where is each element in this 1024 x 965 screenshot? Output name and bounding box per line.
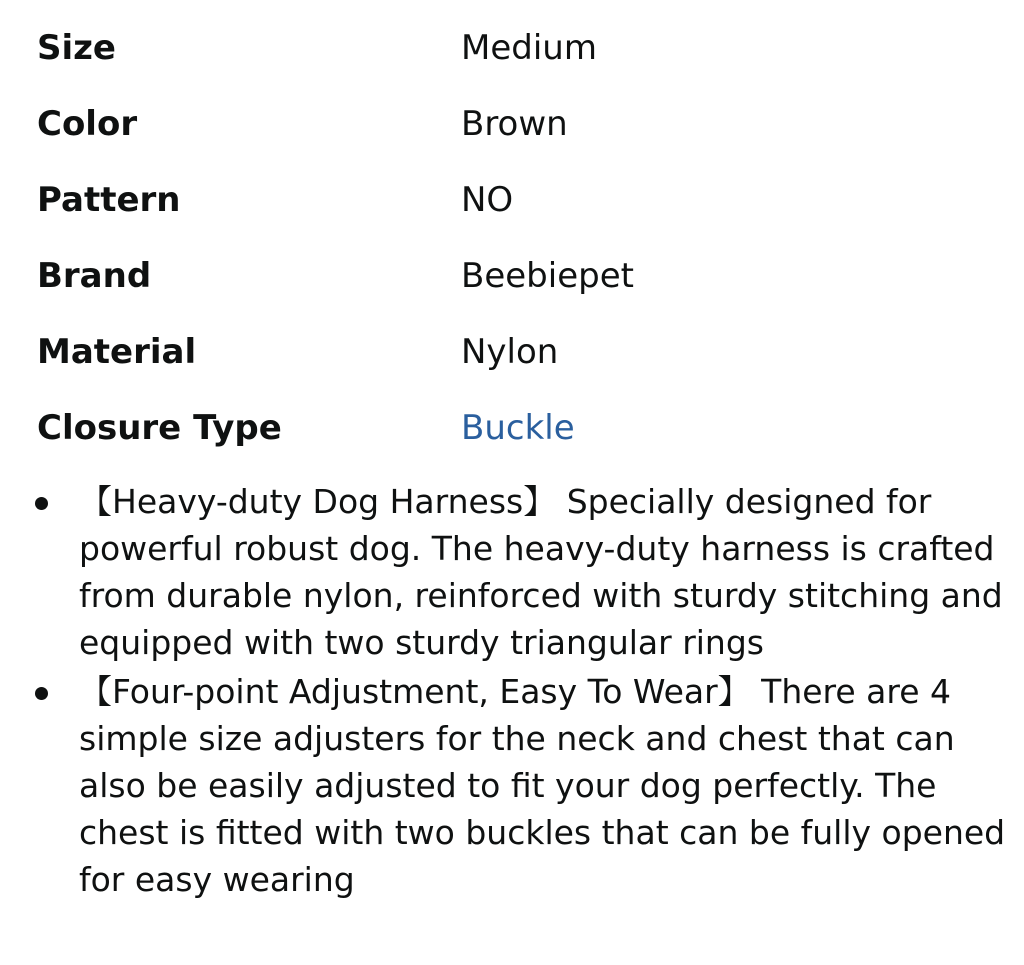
spec-row-brand bbox=[37, 238, 997, 314]
spec-label: Color bbox=[37, 104, 138, 144]
spec-label: Pattern bbox=[37, 180, 181, 220]
spec-row-size bbox=[37, 10, 997, 86]
feature-bullet-text: 【Four-point Adjustment, Easy To Wear】 There are 4 simple size adjusters for the neck and chest that can also be easily adjusted to fit your dog perfectly. The chest is fitted with two buckles that can be fully opened for easy wearing bbox=[79, 672, 1006, 899]
spec-row-closure-type bbox=[37, 390, 997, 466]
spec-value: NO bbox=[461, 180, 514, 220]
feature-bullet bbox=[0, 478, 1010, 666]
bullet-dot-icon bbox=[35, 687, 48, 700]
spec-value: Beebiepet bbox=[461, 256, 634, 296]
spec-label: Brand bbox=[37, 256, 152, 296]
spec-row-color bbox=[37, 86, 997, 162]
spec-row-material bbox=[37, 314, 997, 390]
spec-row-pattern bbox=[37, 162, 997, 238]
feature-bullet-text: 【Heavy-duty Dog Harness】 Specially designed for powerful robust dog. The heavy-duty harness is crafted from durable nylon, reinforced with sturdy stitching and equipped with two sturdy triangular rings bbox=[79, 482, 1003, 662]
feature-bullet bbox=[0, 668, 1010, 903]
spec-label: Closure Type bbox=[37, 408, 282, 448]
spec-value: Nylon bbox=[461, 332, 559, 372]
product-specs-table bbox=[37, 10, 997, 466]
spec-label: Size bbox=[37, 28, 116, 68]
spec-value: Medium bbox=[461, 28, 597, 68]
spec-label: Material bbox=[37, 332, 197, 372]
bullet-dot-icon bbox=[35, 497, 48, 510]
feature-bullet-list bbox=[0, 478, 1010, 905]
closure-type-link[interactable]: Buckle bbox=[461, 408, 575, 448]
spec-value: Brown bbox=[461, 104, 568, 144]
